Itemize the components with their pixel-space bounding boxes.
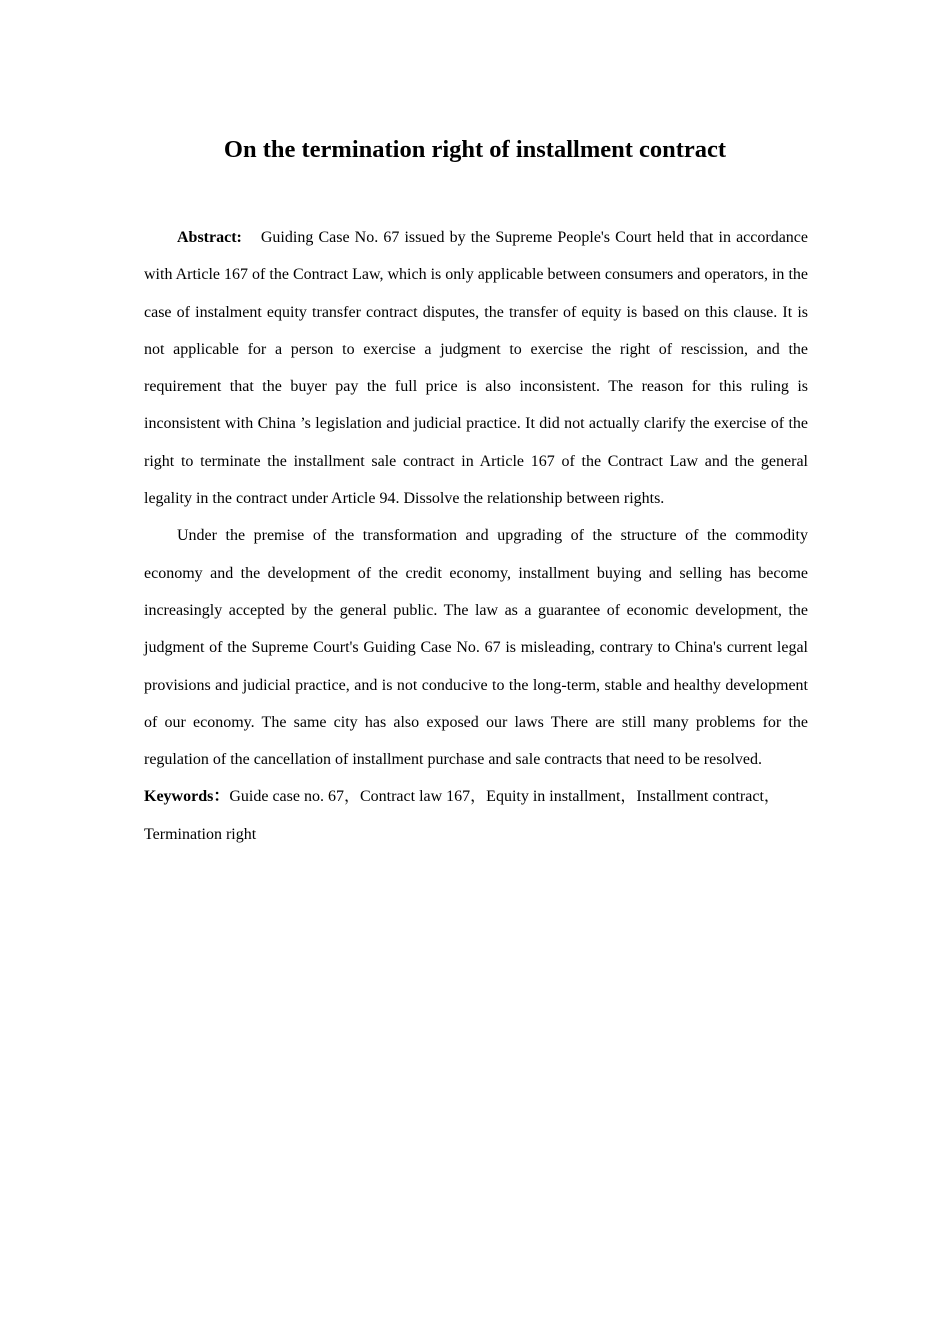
abstract-paragraph-2 (144, 517, 808, 778)
abstract-text-1: Guiding Case No. 67 issued by the Supreme People's Court held that in accordance with Article 167 of the Contract Law, which is only applicable between consumers and operators, in the case of instalment equity transfer contract disputes, the transfer of equity is based on this clause. It is not applicable for a person to exercise a judgment to exercise the right of rescission, and the requirement that the buyer pay the full price is also inconsistent. The reason for this ruling is inconsistent with China ’s legislation and judicial practice. It did not actually clarify the exercise of the right to terminate the installment sale contract in Article 167 of the Contract Law and the general legality in the contract under Article 94. Dissolve the relationship between rights. (144, 229, 808, 508)
document-title: On the termination right of installment contract (223, 136, 727, 163)
abstract-text-2: Under the premise of the transformation and upgrading of the structure of the commodity economy and the development of the credit economy, installment buying and selling has become increasingly accepted by the general public. The law as a guarantee of economic development, the judgment of the Supreme Court's Guiding Case No. 67 is misleading, contrary to China's current legal provisions and judicial practice, and is not conducive to the long-term, stable and healthy development of our economy. The same city has also exposed our laws There are still many problems for the regulation of the cancellation of installment purchase and sale contracts that need to be resolved. (144, 527, 808, 769)
abstract-paragraph-1 (144, 219, 808, 517)
abstract-label: Abstract: (177, 229, 242, 246)
keywords-label: Keywords： (144, 788, 230, 806)
document-body (144, 219, 808, 853)
keywords-text: Guide case no. 67，Contract law 167，Equity in installment，Installment contract，Termination right (144, 788, 780, 843)
keywords-line (144, 778, 808, 853)
